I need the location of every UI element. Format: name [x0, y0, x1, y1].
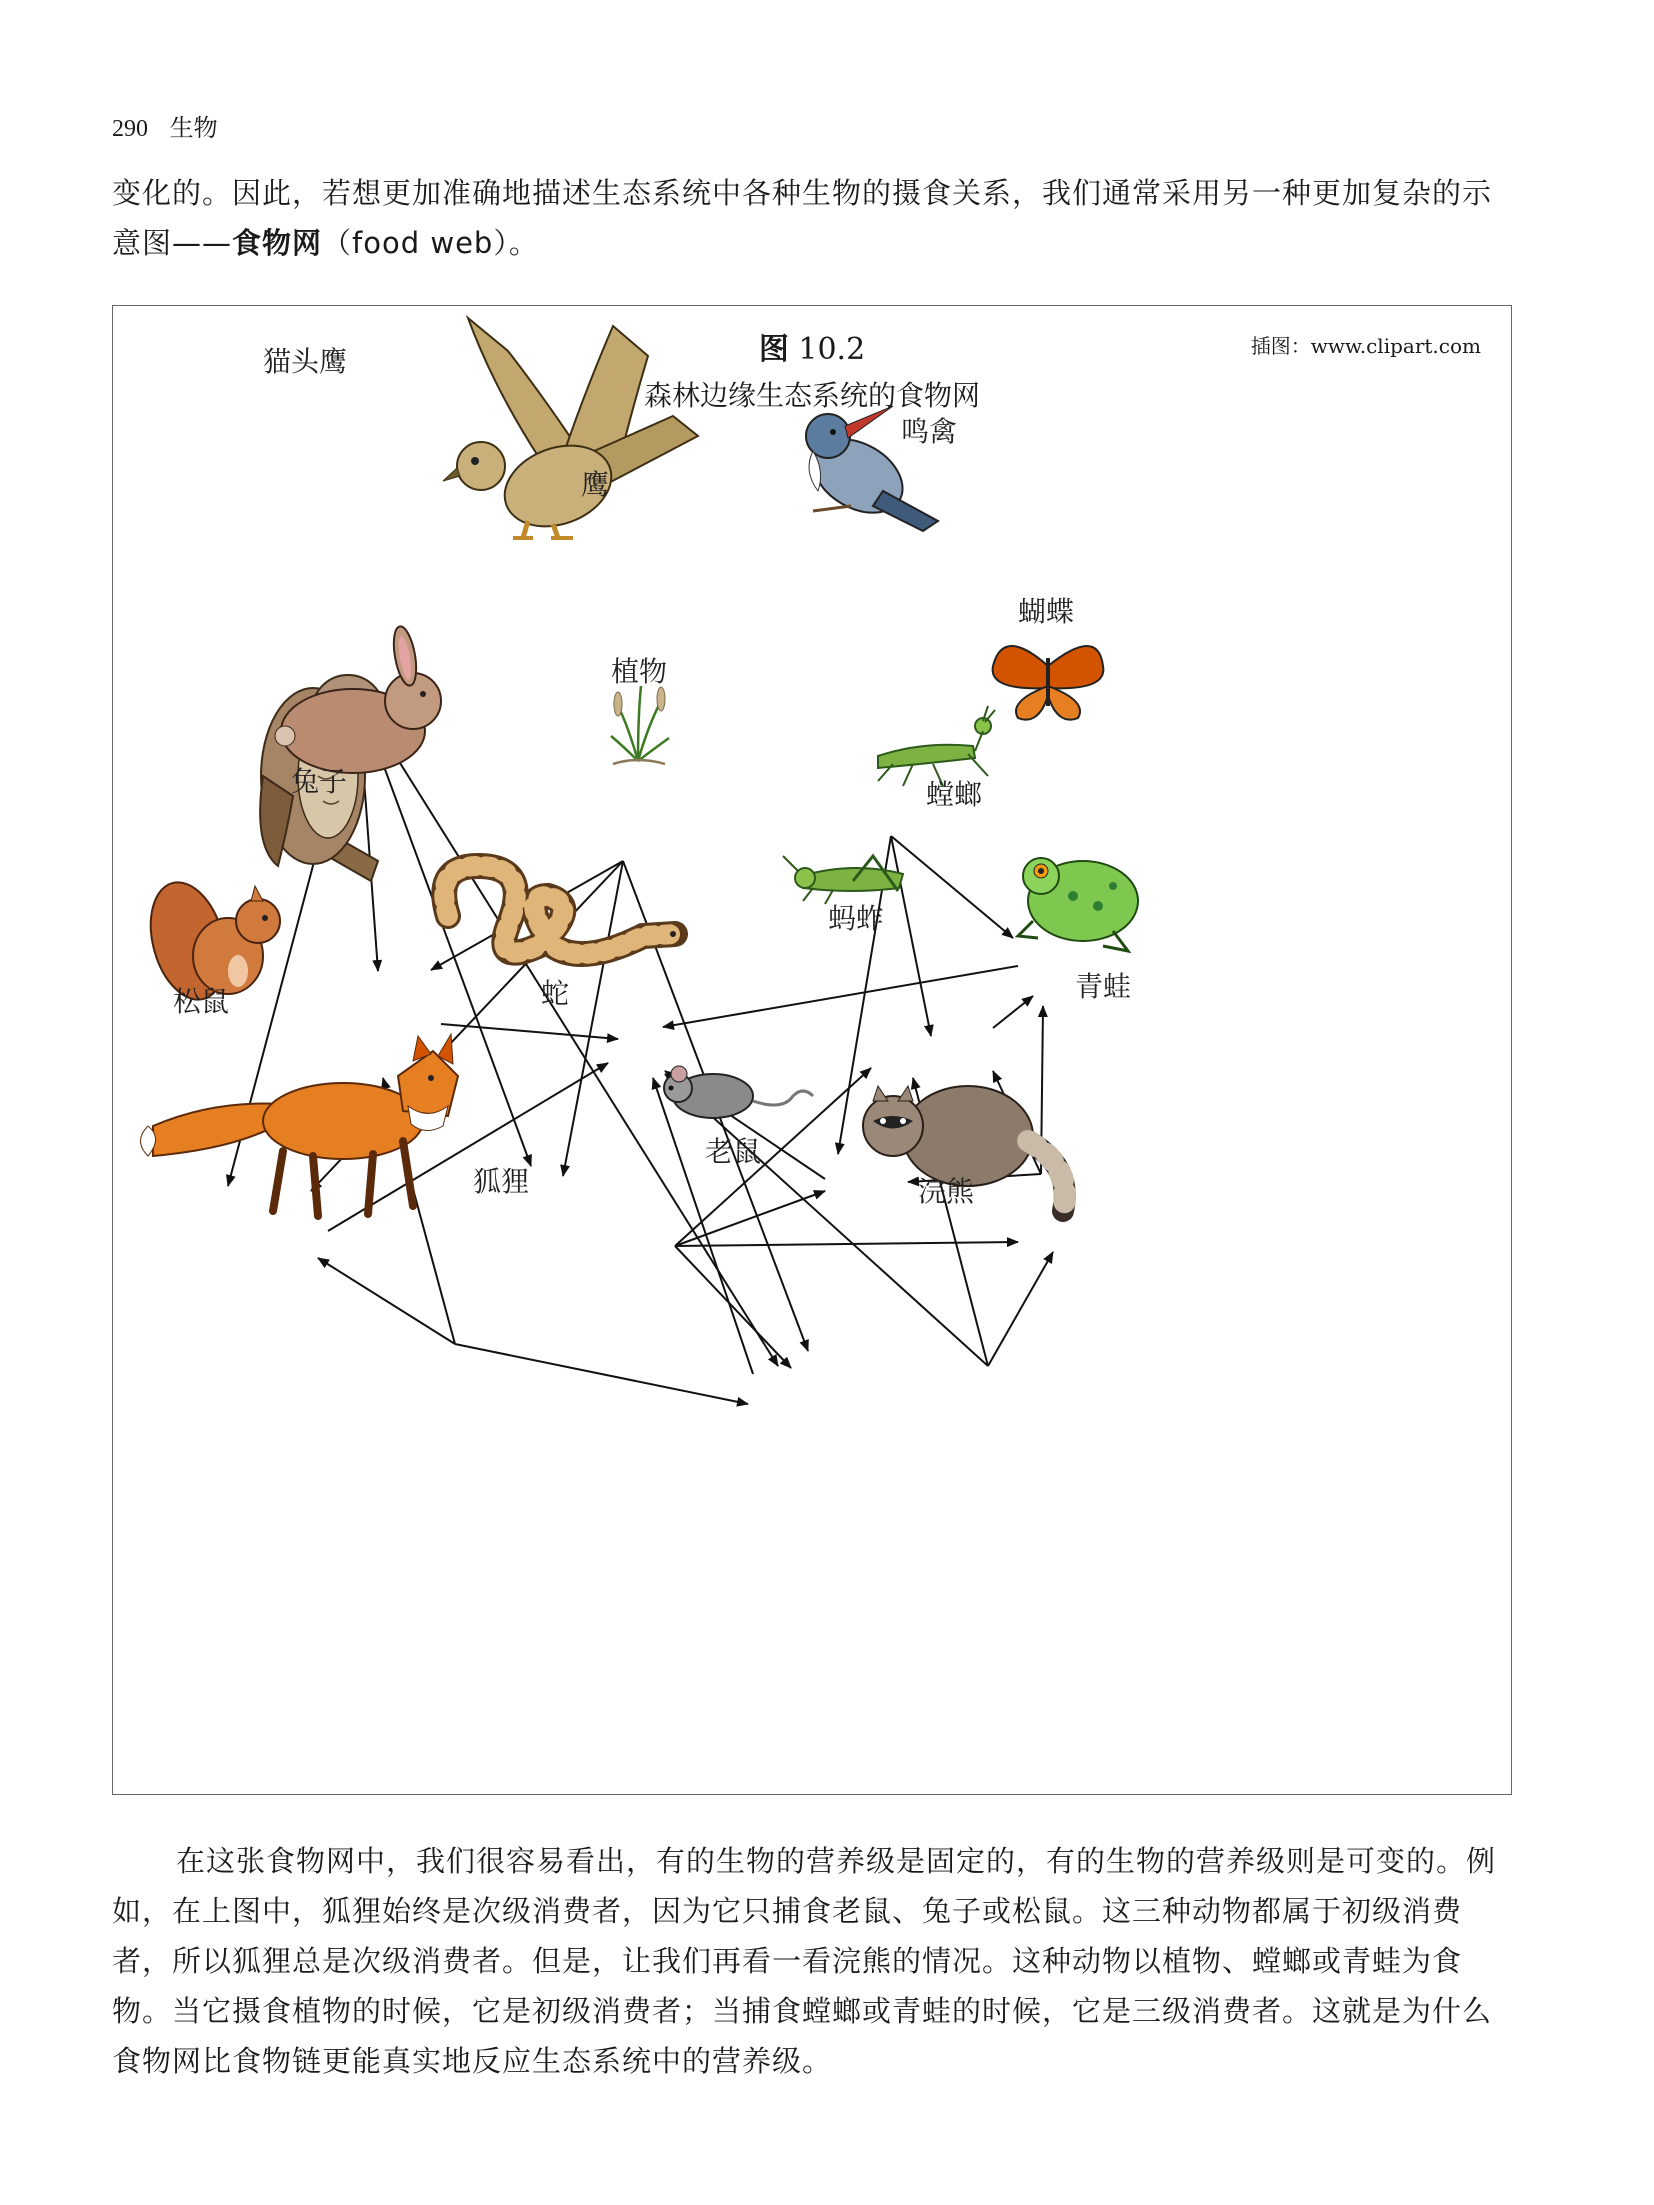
- figure-number-value: 10.2: [798, 332, 866, 367]
- label-fox: 狐狸: [473, 1165, 530, 1198]
- label-squirrel: 松鼠: [173, 985, 230, 1018]
- label-butterfly: 蝴蝶: [1018, 595, 1075, 628]
- hawk-illustration: [443, 318, 698, 541]
- intro-term: 食物网: [232, 226, 323, 260]
- arrow-raccoon-frog: [988, 1252, 1053, 1366]
- label-grasshopper: 蚂蚱: [828, 902, 885, 935]
- label-hawk: 鹰: [581, 468, 610, 501]
- intro-paragraph: [112, 168, 1512, 268]
- label-frog: 青蛙: [1075, 970, 1132, 1003]
- arrow-snake-mouse: [675, 1246, 791, 1368]
- figure-credit: 插图：www.clipart.com: [1250, 334, 1481, 358]
- intro-text: 变化的。因此，若想更加准确地描述生态系统中各种生物的摄食关系，我们通常采用另一种更加复杂的示意图——: [112, 176, 1493, 260]
- arrow-mouse-plant: [653, 1078, 753, 1374]
- fox-illustration: [141, 1034, 459, 1216]
- label-rabbit: 兔子: [291, 765, 348, 798]
- label-songbird: 鸣禽: [901, 415, 958, 448]
- arrow-mantis-butterfly: [993, 996, 1033, 1028]
- grasshopper-illustration: [783, 856, 903, 904]
- butterfly-illustration: [993, 646, 1104, 720]
- label-plant: 植物: [611, 655, 668, 688]
- arrow-butterfly-plant: [663, 966, 1018, 1027]
- mouse-illustration: [664, 1066, 813, 1118]
- arrow-owl-mouse: [358, 696, 778, 1366]
- label-snake: 蛇: [541, 977, 570, 1010]
- plant-illustration: [611, 686, 669, 764]
- intro-text-end: （food web）。: [322, 226, 539, 260]
- food-web-diagram: [113, 306, 1513, 1796]
- conclusion-paragraph: 在这张食物网中，我们很容易看出，有的生物的营养级是固定的，有的生物的营养级则是可变的。例如，在上图中，狐狸始终是次级消费者，因为它只捕食老鼠、兔子或松鼠。这三种动物都属于初级消费者，所以狐狸总是次级消费者。但是，让我们再看一看浣熊的情况。这种动物以植物、螳螂或青蛙为食物。当它摄食植物的时候，它是初级消费者；当捕食螳螂或青蛙的时候，它是三级消费者。这就是为什么食物网比食物链更能真实地反应生态系统中的营养级。: [112, 1844, 1497, 2078]
- figure-box: [112, 305, 1512, 1795]
- label-mantis: 螳螂: [926, 778, 983, 811]
- arrow-fox-mouse: [455, 1344, 748, 1404]
- label-raccoon: 浣熊: [918, 1175, 975, 1208]
- label-mouse: 老鼠: [705, 1135, 762, 1168]
- page-header: [112, 108, 218, 143]
- mantis-illustration: [878, 706, 995, 786]
- arrow-songbird-mantis: [891, 836, 931, 1036]
- frog-illustration: [1018, 858, 1138, 951]
- arrow-snake-frog: [675, 1242, 1018, 1246]
- figure-title: 森林边缘生态系统的食物网: [643, 379, 980, 412]
- figure-label: 图: [758, 332, 789, 367]
- label-owl: 猫头鹰: [263, 345, 348, 378]
- page-number: 290: [112, 116, 148, 142]
- subject-name: 生物: [169, 114, 218, 142]
